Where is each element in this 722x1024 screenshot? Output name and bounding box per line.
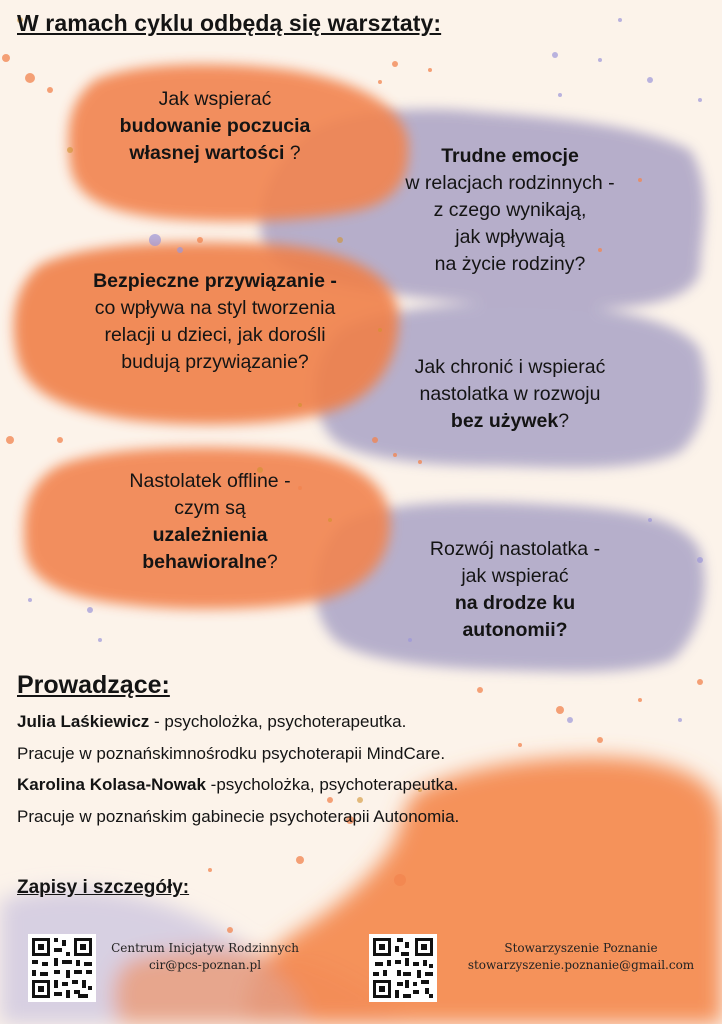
workshop-3-line-2: co wpływa na styl tworzenia [94,297,336,319]
contact-1 [105,940,305,974]
workshop-4 [370,354,650,435]
contact-2-email[interactable]: stowarzyszenie.poznanie@gmail.com [467,958,695,972]
leader-1-role: - psycholożka, psychoterapeutka. [149,712,407,731]
workshop-5-line-3-bold: uzależnienia [152,524,268,546]
workshop-4-line-2: nastolatka w rozwoju [419,383,601,405]
leaders-heading: Prowadzące: [17,671,170,699]
workshop-3-line-4: budują przywiązanie? [121,351,309,373]
workshop-3-line-1-bold: Bezpieczne przywiązanie - [93,270,337,292]
workshop-2 [370,143,650,278]
workshop-6-line-1: Rozwój nastolatka - [429,538,601,560]
leader-2-work: Pracuje w poznańskim gabinecie psychoterapii Autonomia. [17,806,460,826]
leaders-list [17,706,459,832]
contact-2 [445,940,717,974]
leader-2 [17,769,459,801]
workshop-1 [80,86,350,167]
leader-1-name: Julia Laśkiewicz [17,712,150,731]
signup-heading: Zapisy i szczegóły: [17,877,190,898]
workshop-2-line-5: na życie rodziny? [434,253,586,275]
workshop-6-line-4-bold: autonomii? [462,619,568,641]
contact-2-name: Stowarzyszenie Poznanie [504,941,658,955]
workshop-2-line-3: z czego wynikają, [433,199,587,221]
contact-1-name: Centrum Inicjatyw Rodzinnych [111,941,299,955]
contact-1-email[interactable]: cir@pcs-poznan.pl [148,958,262,972]
leader-2-name: Karolina Kolasa-Nowak [17,775,206,794]
workshop-1-line-3-bold: własnej wartości [129,142,285,164]
leader-1-work: Pracuje w poznańskimnośrodku psychoterapii MindCare. [17,743,446,763]
workshop-5-line-4: ? [266,551,278,573]
workshop-2-line-1-bold: Trudne emocje [441,145,579,167]
workshop-5 [80,468,340,576]
workshop-5-line-2: czym są [174,497,246,519]
workshop-1-line-1: Jak wspierać [158,88,272,110]
workshop-6-line-2: jak wspierać [461,565,569,587]
workshop-3-line-3: relacji u dzieci, jak dorośli [104,324,326,346]
leader-1 [17,706,459,738]
workshop-2-line-2: w relacjach rodzinnych - [405,172,615,194]
workshop-4-line-1: Jak chronić i wspierać [414,356,606,378]
page-title: W ramach cyklu odbędą się warsztaty: [17,10,442,36]
workshop-6-line-3-bold: na drodze ku [454,592,576,614]
workshop-4-line-3: ? [558,410,570,432]
workshop-1-line-2: budowanie poczucia [119,115,311,137]
workshop-3 [50,268,380,376]
workshop-2-line-4: jak wpływają [455,226,565,248]
qr-code-icon[interactable] [369,934,437,1002]
qr-code-icon[interactable] [28,934,96,1002]
workshop-4-line-3-bold: bez używek [450,410,559,432]
leader-2-role: -psycholożka, psychoterapeutka. [205,775,459,794]
workshop-5-line-1: Nastolatek offline - [129,470,291,492]
workshop-6 [390,536,640,644]
workshop-1-line-3: ? [284,142,301,164]
workshop-5-line-4-bold: behawioralne [142,551,267,573]
